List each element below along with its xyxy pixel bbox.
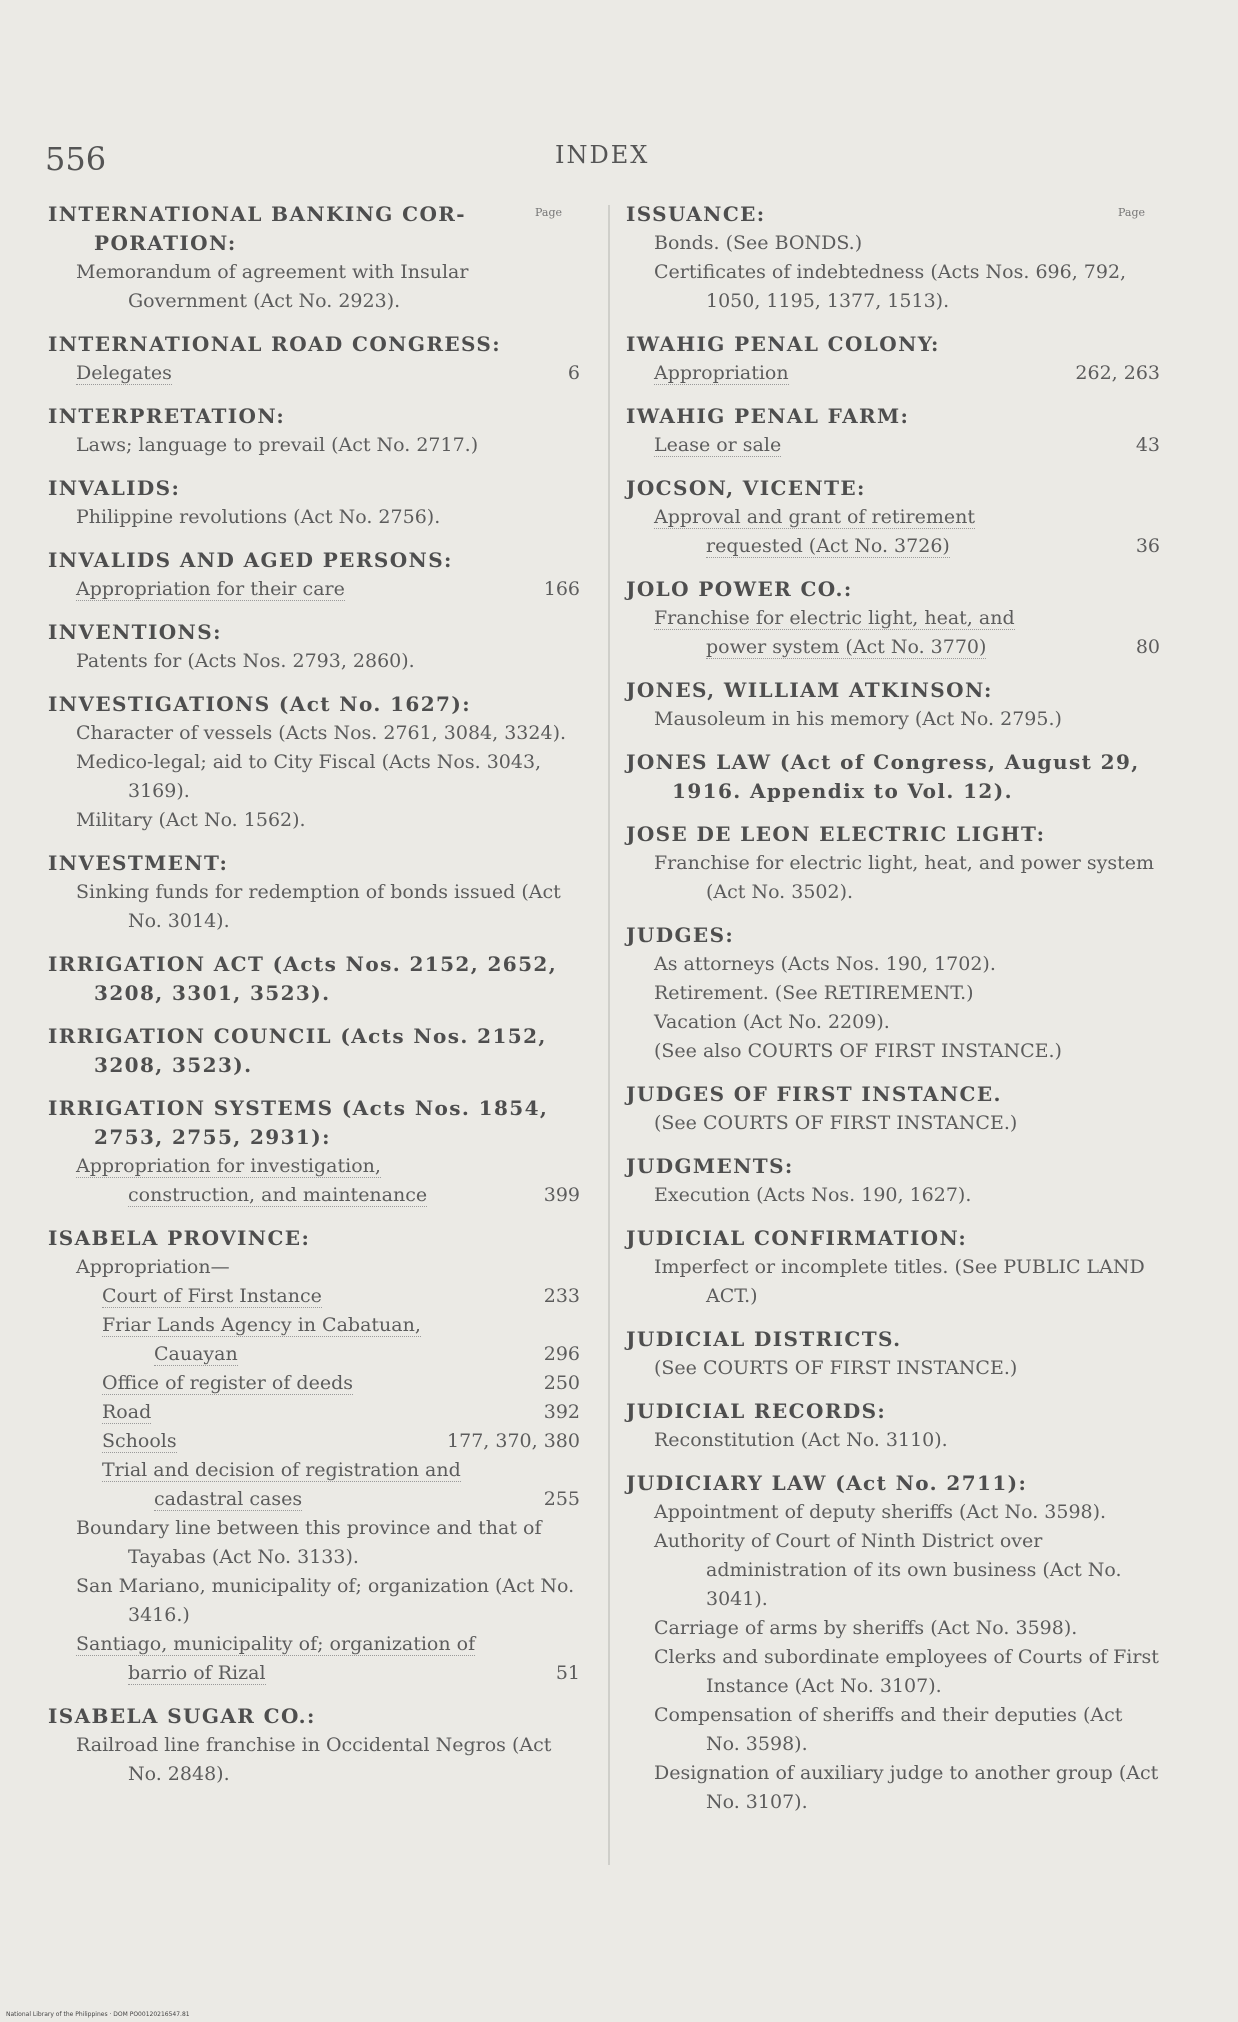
index-entry	[626, 1224, 1160, 1311]
index-heading: INVALIDS:	[48, 476, 181, 500]
page-column-label-left: Page	[535, 206, 563, 219]
index-entry	[626, 200, 1160, 316]
index-subentry	[48, 431, 580, 460]
index-subentry	[626, 1008, 1160, 1037]
index-subentry	[48, 359, 580, 388]
subentry-text: Mausoleum in his memory (Act No. 2795.)	[654, 708, 1062, 730]
page-reference: 255	[543, 1488, 580, 1510]
index-heading: JUDGMENTS:	[626, 1154, 794, 1178]
index-subentry	[626, 1181, 1160, 1210]
index-entry	[48, 1224, 580, 1688]
index-subentry	[626, 1109, 1160, 1138]
index-heading: INVALIDS AND AGED PERSONS:	[48, 548, 453, 572]
subentry-text: Trial and decision of registration and cadastral cases	[102, 1459, 461, 1510]
index-entry	[626, 474, 1160, 561]
scan-footer: National Library of the Philippines · DOM PO00120216547.81	[6, 2011, 190, 2018]
page-reference: 250	[543, 1372, 580, 1394]
index-subentry	[48, 1630, 580, 1688]
index-heading: JUDICIAL DISTRICTS.	[626, 1327, 902, 1351]
subentry-text: Appointment of deputy sheriffs (Act No. 3598).	[654, 1501, 1107, 1523]
subentry-text: Memorandum of agreement with Insular Government (Act No. 2923).	[76, 261, 469, 312]
subentry-text: Certificates of indebtedness (Acts Nos. 696, 792, 1050, 1195, 1377, 1513).	[654, 261, 1127, 312]
index-subentry	[626, 258, 1160, 316]
subentry-text: Delegates	[76, 362, 172, 384]
index-subentry	[48, 1152, 580, 1210]
index-subentry	[48, 1572, 580, 1630]
subentry-text: Medico-legal; aid to City Fiscal (Acts Nos. 3043, 3169).	[76, 751, 542, 802]
subentry-text: Laws; language to prevail (Act No. 2717.)	[76, 434, 479, 456]
index-subentry	[626, 229, 1160, 258]
index-entry	[48, 950, 580, 1008]
index-entry	[626, 820, 1160, 907]
index-entry	[48, 200, 580, 316]
index-heading: IWAHIG PENAL FARM:	[626, 404, 910, 428]
subentry-text: Schools	[102, 1430, 177, 1452]
subentry-text: Boundary line between this province and that of Tayabas (Act No. 3133).	[76, 1517, 542, 1568]
index-heading: INTERNATIONAL BANKING COR-PORATION:	[48, 202, 467, 255]
subentry-text: (See COURTS OF FIRST INSTANCE.)	[654, 1112, 1018, 1134]
subentry-text: (See COURTS OF FIRST INSTANCE.)	[654, 1357, 1018, 1379]
index-entry	[626, 1152, 1160, 1210]
subentry-text: Carriage of arms by sheriffs (Act No. 3598).	[654, 1617, 1078, 1639]
subentry-text: Appropriation for investigation, construction, and maintenance	[76, 1155, 428, 1206]
index-heading: JONES, WILLIAM ATKINSON:	[626, 678, 993, 702]
index-heading: ISABELA PROVINCE:	[48, 1226, 311, 1250]
subentry-text: Lease or sale	[654, 434, 782, 456]
subentry-text: Appropriation for their care	[76, 578, 345, 600]
index-entry	[626, 1325, 1160, 1383]
subentry-text: Bonds. (See BONDS.)	[654, 232, 863, 254]
subentry-text: Retirement. (See RETIREMENT.)	[654, 982, 974, 1004]
index-subentry	[48, 878, 580, 936]
page-reference: 296	[543, 1343, 580, 1365]
index-subentry	[48, 1253, 580, 1282]
index-heading: JUDGES OF FIRST INSTANCE.	[626, 1082, 1002, 1106]
running-head: INDEX	[555, 141, 650, 169]
index-heading: INVESTMENT:	[48, 851, 229, 875]
index-subentry	[48, 719, 580, 748]
index-subentry	[48, 1456, 580, 1514]
index-heading: JUDICIARY LAW (Act No. 2711):	[626, 1471, 1028, 1495]
index-entry	[626, 575, 1160, 662]
subentry-text: (See also COURTS OF FIRST INSTANCE.)	[654, 1040, 1062, 1062]
page-reference: 80	[1135, 636, 1160, 658]
index-subentry	[48, 575, 580, 604]
subentry-text: Designation of auxiliary judge to another group (Act No. 3107).	[654, 1762, 1159, 1813]
subentry-text: Santiago, municipality of; organization of barrio of Rizal	[76, 1633, 476, 1684]
index-entry	[48, 330, 580, 388]
index-subentry	[626, 1643, 1160, 1701]
subentry-text: San Mariano, municipality of; organization (Act No. 3416.)	[76, 1575, 575, 1626]
index-subentry	[626, 1759, 1160, 1817]
index-entry	[626, 330, 1160, 388]
subentry-text: Franchise for electric light, heat, and power system (Act No. 3502).	[654, 852, 1155, 903]
index-entry	[48, 618, 580, 676]
page-reference: 233	[543, 1285, 580, 1307]
index-subentry	[48, 1282, 580, 1311]
index-entry	[48, 690, 580, 835]
index-entry	[626, 748, 1160, 806]
index-subentry	[626, 503, 1160, 561]
subentry-text: Sinking funds for redemption of bonds issued (Act No. 3014).	[76, 881, 561, 932]
subentry-text: Franchise for electric light, heat, and power system (Act No. 3770)	[654, 607, 1015, 658]
index-subentry	[48, 1369, 580, 1398]
subentry-text: Patents for (Acts Nos. 2793, 2860).	[76, 650, 415, 672]
index-subentry	[48, 1398, 580, 1427]
subentry-text: Character of vessels (Acts Nos. 2761, 3084, 3324).	[76, 722, 567, 744]
subentry-text: Military (Act No. 1562).	[76, 809, 306, 831]
page-number: 556	[45, 140, 107, 178]
index-entry	[48, 402, 580, 460]
index-subentry	[626, 705, 1160, 734]
index-heading: IRRIGATION COUNCIL (Acts Nos. 2152, 3208, 3523).	[48, 1024, 547, 1077]
index-subentry	[48, 503, 580, 532]
page-column-label-right: Page	[1118, 206, 1146, 219]
index-subentry	[626, 1614, 1160, 1643]
subentry-text: Approval and grant of retirement requested (Act No. 3726)	[654, 506, 976, 557]
index-entry	[48, 474, 580, 532]
index-subentry	[626, 1701, 1160, 1759]
index-subentry	[626, 1426, 1160, 1455]
page-reference: 392	[543, 1401, 580, 1423]
index-subentry	[626, 1037, 1160, 1066]
index-subentry	[48, 1731, 580, 1789]
index-subentry	[626, 849, 1160, 907]
index-subentry	[626, 604, 1160, 662]
index-entry	[48, 1702, 580, 1789]
index-subentry	[48, 748, 580, 806]
index-subentry	[48, 258, 580, 316]
page-reference: 399	[543, 1184, 580, 1206]
index-heading: JUDICIAL CONFIRMATION:	[626, 1226, 968, 1250]
subentry-text: Railroad line franchise in Occidental Negros (Act No. 2848).	[76, 1734, 552, 1785]
subentry-text: Philippine revolutions (Act No. 2756).	[76, 506, 441, 528]
index-subentry	[626, 1527, 1160, 1614]
index-subentry	[48, 1427, 580, 1456]
index-entry	[626, 1469, 1160, 1817]
index-subentry	[626, 1354, 1160, 1383]
index-subentry	[626, 431, 1160, 460]
index-heading: IRRIGATION ACT (Acts Nos. 2152, 2652, 3208, 3301, 3523).	[48, 952, 558, 1005]
subentry-text: Road	[102, 1401, 152, 1423]
index-heading: JOSE DE LEON ELECTRIC LIGHT:	[626, 822, 1046, 846]
index-heading: IRRIGATION SYSTEMS (Acts Nos. 1854, 2753, 2755, 2931):	[48, 1096, 549, 1149]
index-entry	[626, 1080, 1160, 1138]
index-heading: JONES LAW (Act of Congress, August 29, 1916. Appendix to Vol. 12).	[626, 750, 1140, 803]
column-divider	[608, 205, 610, 1865]
index-subentry	[48, 1514, 580, 1572]
page-reference: 166	[543, 578, 580, 600]
page-reference: 51	[555, 1662, 580, 1684]
subentry-text: Reconstitution (Act No. 3110).	[654, 1429, 948, 1451]
index-heading: JUDICIAL RECORDS:	[626, 1399, 887, 1423]
index-subentry	[626, 1498, 1160, 1527]
subentry-text: Vacation (Act No. 2209).	[654, 1011, 890, 1033]
subentry-text: Clerks and subordinate employees of Courts of First Instance (Act No. 3107).	[654, 1646, 1159, 1697]
page-reference: 177, 370, 380	[447, 1430, 580, 1452]
index-entry	[48, 546, 580, 604]
subentry-text: Imperfect or incomplete titles. (See PUBLIC LAND ACT.)	[654, 1256, 1145, 1307]
page-reference: 262, 263	[1075, 362, 1160, 384]
index-entry	[626, 402, 1160, 460]
index-heading: INVENTIONS:	[48, 620, 222, 644]
subentry-text: Office of register of deeds	[102, 1372, 353, 1394]
subentry-text: Appropriation—	[76, 1256, 230, 1278]
index-entry	[48, 849, 580, 936]
page-reference: 36	[1135, 535, 1160, 557]
index-entry	[626, 1397, 1160, 1455]
index-subentry	[626, 359, 1160, 388]
index-heading: JOCSON, VICENTE:	[626, 476, 866, 500]
index-subentry	[48, 806, 580, 835]
index-heading: JOLO POWER CO.:	[626, 577, 853, 601]
subentry-text: Friar Lands Agency in Cabatuan, Cauayan	[102, 1314, 421, 1365]
index-heading: ISSUANCE:	[626, 202, 766, 226]
index-subentry	[626, 979, 1160, 1008]
index-column-left	[48, 200, 580, 1803]
index-column-right	[626, 200, 1160, 1831]
subentry-text: Execution (Acts Nos. 190, 1627).	[654, 1184, 972, 1206]
subentry-text: Compensation of sheriffs and their deputies (Act No. 3598).	[654, 1704, 1123, 1755]
index-heading: IWAHIG PENAL COLONY:	[626, 332, 940, 356]
subentry-text: As attorneys (Acts Nos. 190, 1702).	[654, 953, 996, 975]
index-heading: INTERPRETATION:	[48, 404, 286, 428]
index-subentry	[626, 1253, 1160, 1311]
index-entry	[48, 1094, 580, 1210]
index-heading: ISABELA SUGAR CO.:	[48, 1704, 316, 1728]
subentry-text: Court of First Instance	[102, 1285, 322, 1307]
index-subentry	[626, 950, 1160, 979]
page-reference: 6	[567, 362, 580, 384]
index-entry	[626, 921, 1160, 1066]
subentry-text: Authority of Court of Ninth District over administration of its own business (Act No. 3041).	[654, 1530, 1122, 1610]
index-heading: INVESTIGATIONS (Act No. 1627):	[48, 692, 471, 716]
index-subentry	[48, 1311, 580, 1369]
index-heading: INTERNATIONAL ROAD CONGRESS:	[48, 332, 502, 356]
index-entry	[48, 1022, 580, 1080]
index-heading: JUDGES:	[626, 923, 735, 947]
index-subentry	[48, 647, 580, 676]
index-entry	[626, 676, 1160, 734]
subentry-text: Appropriation	[654, 362, 789, 384]
page-reference: 43	[1135, 434, 1160, 456]
